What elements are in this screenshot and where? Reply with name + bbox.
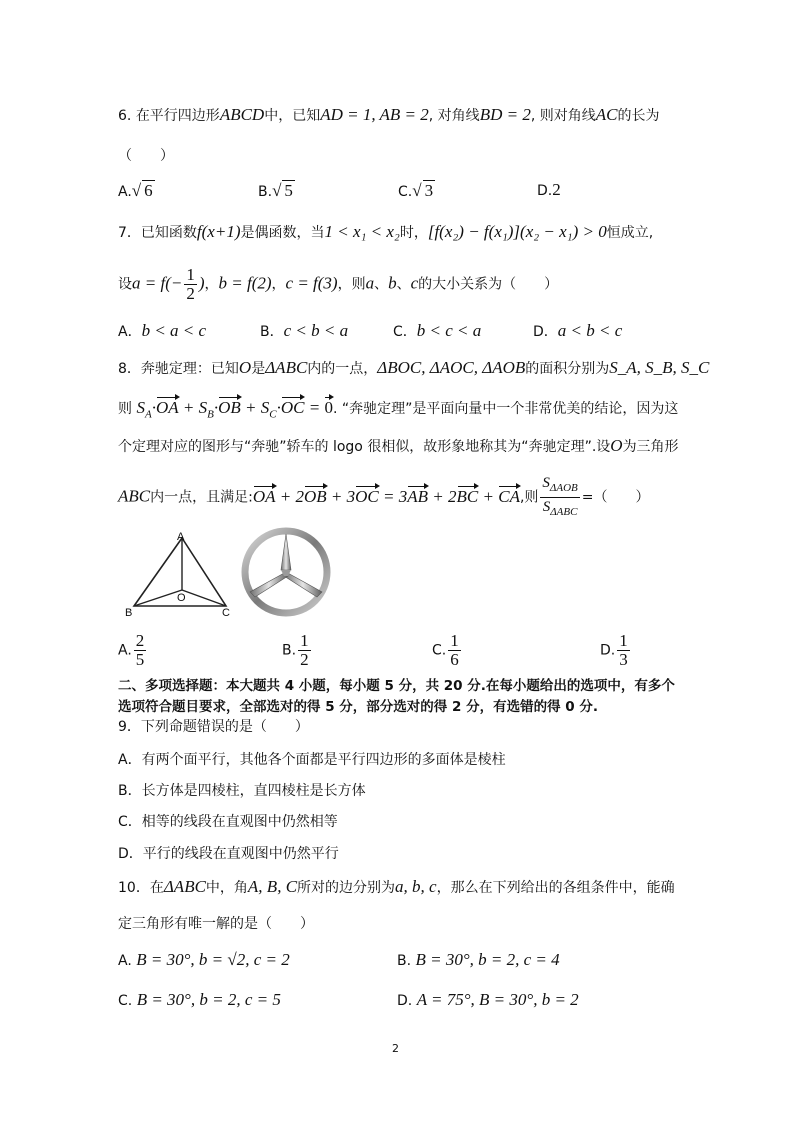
q6-option-a: A.√ 6 [118, 181, 153, 200]
label-a: A [177, 531, 185, 543]
q7-option-d: D．a < b < c [533, 321, 623, 340]
q9-option-a: A．有两个面平行，其他各个面都是平行四边形的多面体是棱柱 [118, 752, 506, 768]
q10-option-b: B. B = 30°, b = 2, c = 4 [397, 950, 560, 969]
q8-option-d: D. $\frac{1}{3}$ [600, 631, 628, 669]
segment-co [182, 590, 226, 606]
q10-option-c: C. B = 30°, b = 2, c = 5 [118, 990, 281, 1009]
q10-stem: 10．在ΔABC中，角A, B, C所对的边分别为a, b, c，那么在下列给出的各组条件中，能确 [118, 877, 675, 896]
star-logo-icon [240, 526, 332, 618]
q7-option-a: A．b < a < c [118, 321, 207, 340]
q9-option-c: C．相等的线段在直观图中仍然相等 [118, 814, 338, 830]
q9-stem: 9．下列命题错误的是（ ） [118, 719, 309, 735]
page-number: 2 [392, 1042, 399, 1055]
q9-option-b: B．长方体是四棱柱，直四棱柱是长方体 [118, 783, 366, 799]
q10-option-d: D. A = 75°, B = 30°, b = 2 [397, 990, 579, 1009]
q7-stem: 7．已知函数f(x+1)是偶函数，当1 < x₁ < x₂时，[f(x₂) − f(x₁)](x₂ − x₁) > 0恒成立, [118, 222, 654, 241]
q6-paren: （ ） [118, 148, 174, 164]
q8-option-c: C. $\frac{1}{6}$ [432, 631, 459, 669]
q6-option-b: B.√ 5 [258, 181, 293, 200]
q10-line2: 定三角形有唯一解的是（ ） [118, 916, 314, 932]
q10-option-a: A. B = 30°, b = √2, c = 2 [118, 950, 290, 969]
section2-heading-line1: 二、多项选择题：本大题共 4 小题，每小题 5 分，共 20 分.在每小题给出的选项中，有多个 [118, 678, 675, 694]
q7-option-b: B．c < b < a [260, 321, 349, 340]
q8-line4: ABC内一点，且满足:OA + 2OB + 3OC = 3AB + 2BC + CA,则 $\frac{S_{\Delta AOB}}{S_{\Delta ABC}}$ =（ ） [118, 474, 650, 521]
q6-option-d: D.2 [537, 180, 561, 199]
q8-line3: 个定理对应的图形与“奔驰”轿车的 logo 很相似，故形象地称其为“奔驰定理”.设O为三角形 [118, 436, 679, 455]
q8-line2: 则 $S_A\cdot OA + S_B\cdot OB + S_C\cdot OC = 0$. “奔驰定理”是平面向量中一个非常优美的结论，因为这 [118, 398, 679, 421]
q7-half-fraction: $\frac{1}{2}$ [186, 265, 195, 303]
q8-stem: 8．奔驰定理：已知O是ΔABC内的一点，ΔBOC, ΔAOC, ΔAOB的面积分别为S_A, S_B, S_C [118, 358, 710, 377]
q9-option-d: D．平行的线段在直观图中仍然平行 [118, 846, 339, 862]
q6-option-c: C.√ 3 [398, 181, 434, 200]
label-o: O [177, 592, 186, 604]
q7-option-c: C．b < c < a [393, 321, 482, 340]
segment-bo [134, 590, 182, 606]
q8-area-ratio: $\frac{S_{\Delta AOB}}{S_{\Delta ABC}}$ [542, 475, 578, 518]
section2-heading-line2: 选项符合题目要求，全部选对的得 5 分，部分选对的得 2 分，有选错的得 0 分. [118, 699, 599, 715]
label-b: B [125, 607, 133, 619]
q6-stem: 6. 在平行四边形ABCD中，已知AD = 1, AB = 2, 对角线BD = 2, 则对角线AC的长为 [118, 105, 660, 124]
label-c: C [222, 607, 230, 619]
q8-option-a: A. $\frac{2}{5}$ [118, 631, 145, 669]
q8-triangle-figure [122, 530, 237, 620]
q7-line2: 设a = f(− $\frac{1}{2}$ )，b = f(2)，c = f(3)，则a、b、c的大小关系为（ ） [118, 265, 559, 303]
q8-option-b: B. $\frac{1}{2}$ [282, 631, 309, 669]
